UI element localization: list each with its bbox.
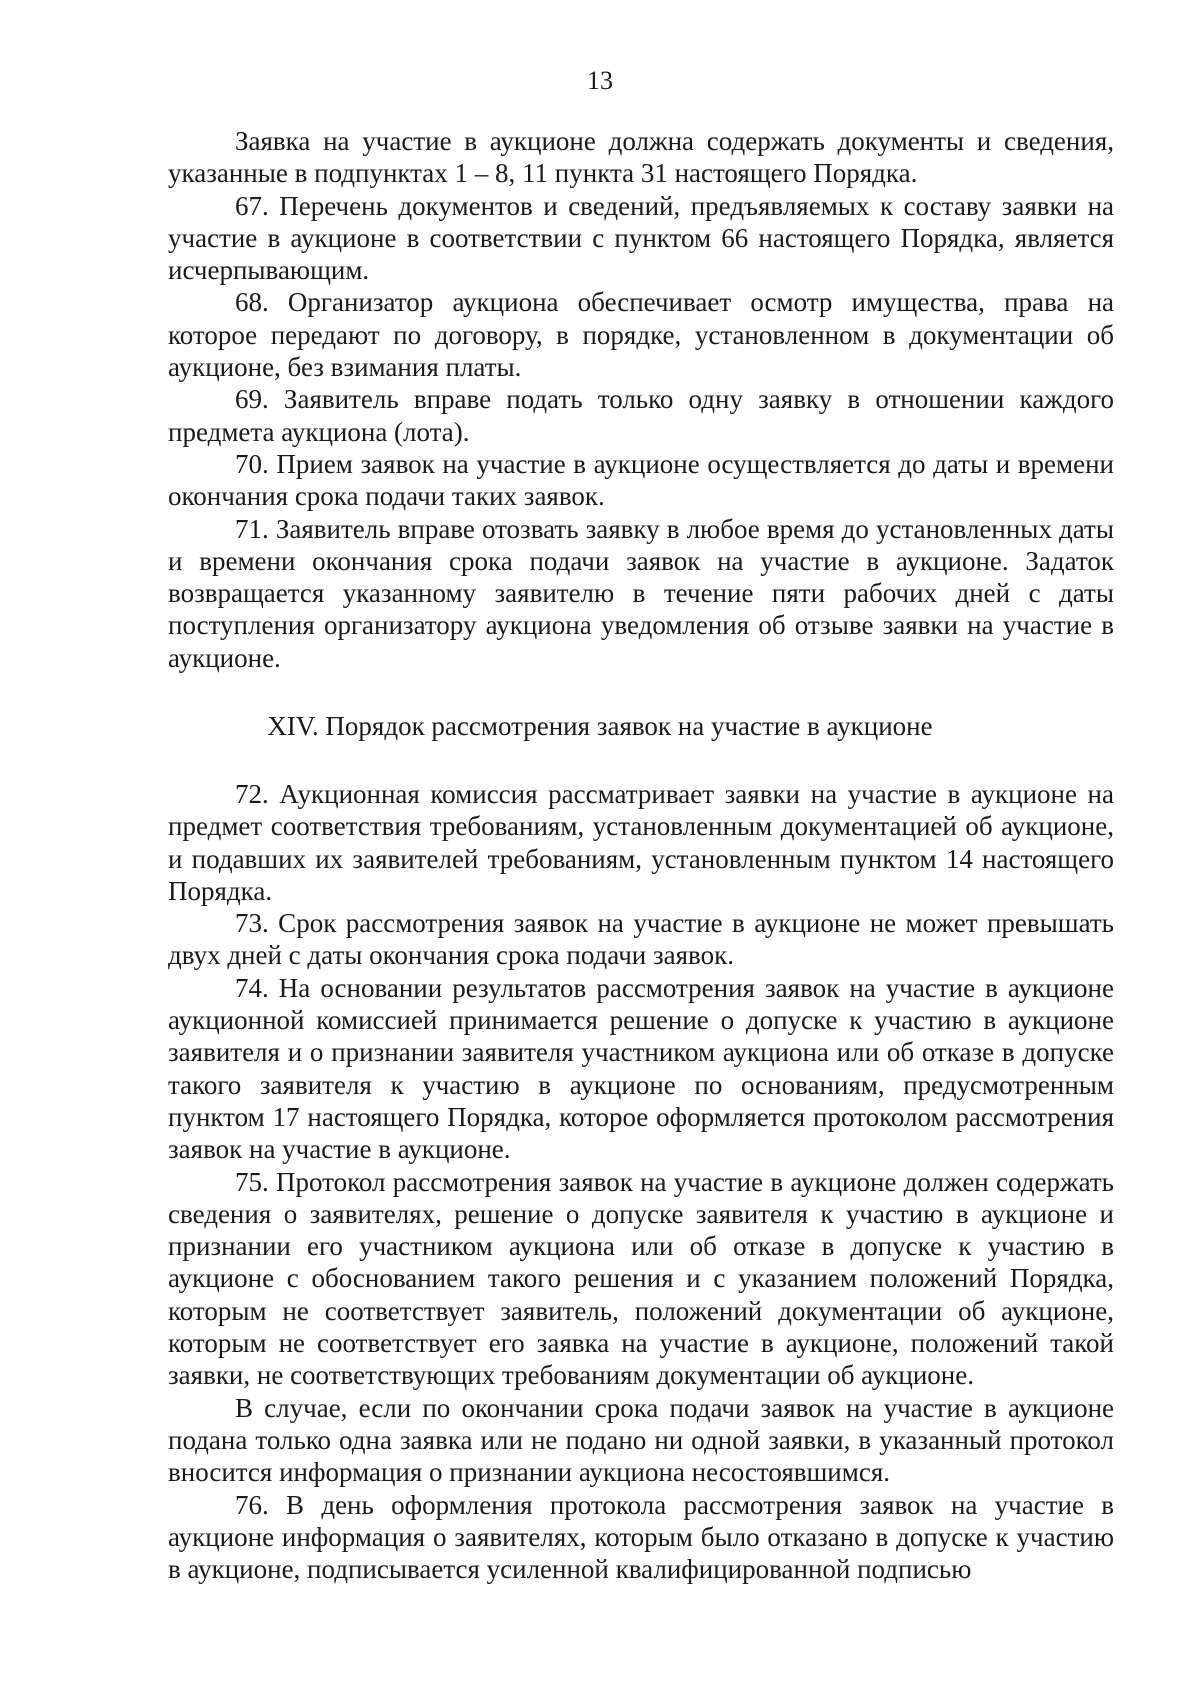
paragraph-71: 71. Заявитель вправе отозвать заявку в любое время до установленных даты и времени окончания срока подачи заявок на участие в аукционе. Задаток возвращается указанному заявителю в течение пяти рабочих дней с даты поступления организатору аукциона уведомления об отзыве заявки на участие в аукционе. — [168, 513, 1114, 673]
paragraph-69: 69. Заявитель вправе подать только одну заявку в отношении каждого предмета аукциона (лота). — [168, 384, 1114, 447]
text-block-section-b — [168, 778, 1114, 1585]
paragraph-application-contents: Заявка на участие в аукционе должна содержать документы и сведения, указанные в подпунктах 1 – 8, 11 пункта 31 настоящего Порядка. — [168, 126, 1114, 189]
paragraph-74: 74. На основании результатов рассмотрения заявок на участие в аукционе аукционной комиссией принимается решение о допуске к участию в аукционе заявителя и о признании заявителя участником аукциона или об отказе в допуске такого заявителя к участию в аукционе по основаниям, предусмотренным пунктом 17 настоящего Порядка, которое оформляется протоколом рассмотрения заявок на участие в аукционе. — [168, 972, 1114, 1165]
paragraph-73: 73. Срок рассмотрения заявок на участие в аукционе не может превышать двух дней с даты окончания срока подачи заявок. — [168, 908, 1114, 971]
page-number: 13 — [587, 66, 613, 95]
paragraph-67: 67. Перечень документов и сведений, предъявляемых к составу заявки на участие в аукционе в соответствии с пунктом 66 настоящего Порядка, является исчерпывающим. — [168, 190, 1114, 286]
section-heading: XIV. Порядок рассмотрения заявок на участие в аукционе — [267, 711, 933, 741]
paragraph-75: 75. Протокол рассмотрения заявок на участие в аукционе должен содержать сведения о заявителях, решение о допуске заявителя к участию в аукционе и признании его участником аукциона или об отказе в допуске к участию в аукционе с обоснованием такого решения и с указанием положений Порядка, которым не соответствует заявитель, положений документации об аукционе, которым не соответствует его заявка на участие в аукционе, положений такой заявки, не соответствующих требованиям документации об аукционе. — [168, 1166, 1114, 1391]
paragraph-76: 76. В день оформления протокола рассмотрения заявок на участие в аукционе информация о заявителях, которым было отказано в допуске к участию в аукционе, подписывается усиленной квалифицированной подписью — [168, 1489, 1114, 1585]
paragraph-68: 68. Организатор аукциона обеспечивает осмотр имущества, права на которое передают по договору, в порядке, установленном в документации об аукционе, без взимания платы. — [168, 287, 1114, 383]
text-block-section-a — [168, 125, 1114, 674]
paragraph-72: 72. Аукционная комиссия рассматривает заявки на участие в аукционе на предмет соответствия требованиям, установленным документацией об аукционе, и подавших их заявителей требованиям, установленным пунктом 14 настоящего Порядка. — [168, 779, 1114, 906]
paragraph-70: 70. Прием заявок на участие в аукционе осуществляется до даты и времени окончания срока подачи таких заявок. — [168, 448, 1114, 512]
paragraph-single-application: В случае, если по окончании срока подачи заявок на участие в аукционе подана только одна заявка или не подано ни одной заявки, в указанный протокол вносится информация о признании аукциона несостоявшимся. — [168, 1392, 1114, 1488]
